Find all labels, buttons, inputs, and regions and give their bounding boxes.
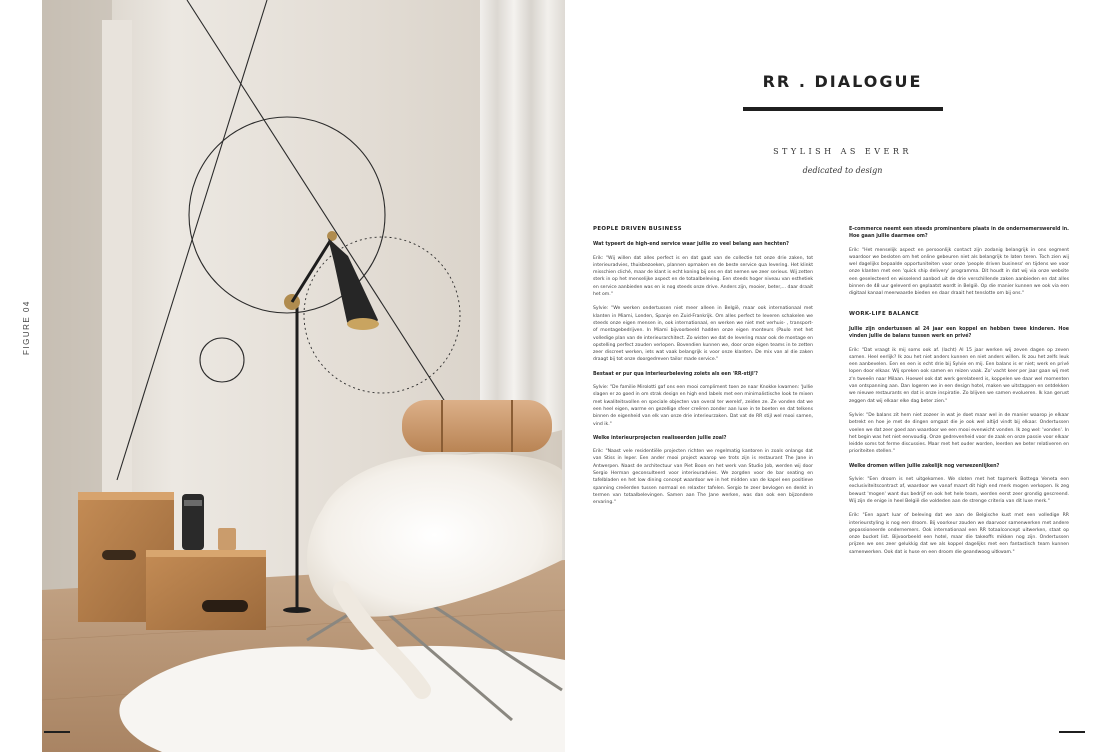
- footer-rule-left: [44, 731, 70, 733]
- interview-question: Welke dromen willen jullie zakelijk nog verwezenlijken?: [849, 463, 1000, 469]
- interview-answer: Sylvie: "De balans zit hem niet zozeer in wat je doet maar wel in de manier waarop je elkaar betrekt en hoe je met de dingen omgaat die je ook wel altijd vindt bij elkaar. Ondertussen voelen we dat zeer goed aan waardoor we een mooi evenwicht vonden. Ik zeg wel: 'vonden'. In het begin was het niet eenvoudig. Onze gedrevenheid voor de zaak en onze passie voor elkaar leidde soms tot ferme discussies. Maar met het ouder worden, leerden we beter relativeren en prioriteiten stellen.": [849, 412, 1069, 455]
- section-heading: PEOPLE DRIVEN BUSINESS: [593, 226, 682, 232]
- interview-answer: Erik: "Het menselijk aspect en persoonlijk contact zijn zodanig belangrijk in ons segment waardoor we besloten om het online gebeuren niet als belangrijk te laten teren. Toch zien wij wel dagelijks bepaalde opportuniteiten voor onze 'people driven business' en tijdens we voor onze klanten met een 'quick ship delivery' programma. Dit houdt in dat wij via onze website een geselecteerd en wisselend aanbod uit de drie verschillende zaken aanbieden en dat alles binnen de 48 uur geleverd en geplaatst wordt in België. Op die manier kunnen we ook via een digitaal kanaal meerwaarde bieden en daar draait het tenslotte om bij ons.": [849, 247, 1069, 297]
- article-header: [565, 72, 1120, 175]
- interview-answer: Erik: "Dat vraagt ik mij soms ook af. (lacht) Al 15 jaar werken wij zeven dagen op zeven samen. Heel eerlijk? Ik zou het niet anders kunnen en niet anders willen. Ik zou het zelfs leuk een aanbevelen. Een en een is echt drie bij Sylvie en mij. Een balans is er niet; werk en privé lopen door elkaar. Wij spreken ook samen en reizen vaak. Zo' vacht keer per jaar gaan wij met z'n tweeën naar Milaan. Hoewel ook dat werk gerelateerd is, koppelen we daar wel momenten van ontspanning aan. Dan logeren we in een design hotel, maken we uitstappen en ontdekken we nieuwe restaurants en dat is onze inspiratie. Zo blijven we samen evolueren. Ik kan gerust zeggen dat wij elkaar elke dag beter zien.": [849, 347, 1069, 404]
- footer-rule-right: [1059, 731, 1085, 733]
- interview-question: Bestaat er pur qua interieurbeleving zoiets als een 'RR-stijl'?: [593, 371, 758, 377]
- interview-answer: Erik: "Een apart luar of beleving dat we aan de Belgische kust met een volledige RR interieurstyling is nog een droom. Bij voorkeur zouden we daarvoor samenwerken met andere gepassioneerde ondernemers. Ook internationaal een RR totaalconcept uitwerken, staat op onze bucket list. Bijvoorbeeld een hotel, maar die takeoffs mikken nog zijn. Ondertussen prijzen we ons zeer gelukkig dat we als koppel dagelijks met een fantastisch team kunnen samenwerken. Ook dat is huse en een droom die geandwoog uitkwam.": [849, 513, 1069, 555]
- article-title: RR . DIALOGUE: [762, 72, 923, 91]
- interview-question: Welke interieurprojecten realiseerden jullie zoal?: [593, 435, 727, 441]
- interview-question: Jullie zijn ondertussen al 24 jaar een koppel en hebben twee kinderen. Hoe vinden jullie de balans tussen werk en privé?: [849, 326, 1069, 340]
- glass: [218, 528, 236, 550]
- interview-answer: Sylvie: "De familie Mirolotti gaf ons een mooi compliment toen ze naar Knokke kwamen: 'Jullie slagen er zo goed in om strak design en high end labels met een minimalistische look te mixen met kwaliteitsvollen en speciale objecten van overal ter wereld', zeiden ze. Ze vonden dat we een heel eigen, warme en gezellige sfeer creëren zonder aan luxe in te boeten en dat telkens binnen de eigenheid van elk van onze drie interieurzaken. Dat vat de RR stijl wel mooi samen, vind ik.": [593, 385, 813, 427]
- text-column-left: [593, 226, 813, 514]
- interview-question: E-commerce neemt een steeds prominentere plaats in de ondernemerswereld in. Hoe gaan jullie daarmee om?: [849, 227, 1069, 240]
- title-rule: [743, 107, 943, 111]
- interview-answer: Erik: "Naast vele residentiële projecten richten we regelmatig kantoren in zoals onlangs dat van Stiss in Ieper. Een ander mooi project waarop we trots zijn is restaurant The Jane in Antwerpen. Naast de architectuur van Piet Boon en het werk van Studio Job, werden wij door Sergio Herman geconsulteerd voor interieuradvies. We zorgden voor de bar seating en tafelbladen en het low dining concept waardoor we in het midden van de kapel een positieve spanning creëerden tussen normaal en relaxter tafelen. Sergio te zeer bevlogen en denkt in termen van totaalbelevingen. Samen aan The Jane werken, was dan ook een bijzondere ervaring.": [593, 449, 813, 506]
- figure-label: FIGURE 04: [22, 300, 31, 355]
- interview-answer: Erik: "Wij willen dat alles perfect is en dat gaat van de collectie tot onze drie zaken, tot interieuradvies, thuisbezoeken, plannen opmaken en de beste service qua levering. Het klinkt misschien cliché, maar de klant is echt koning bij ons en dat nemen we zeer serieus. Wij zetten sterk in op het menselijke aspect en de totaalbeleving. Een steeds hoger niveau van esthetiek en service aanbieden was en is nog steeds onze drive. Anders zijn, mooier, beter,... daar draait het om.": [593, 255, 813, 298]
- interview-question: Wat typeert de high-end service waar jullie zo veel belang aan hechten?: [593, 242, 789, 248]
- right-page: [565, 0, 1120, 752]
- interview-answer: Sylvie: "We werken ondertussen niet meer alleen in België, maar ook internationaal met klanten in Miami, Londen, Spanje en Zuid-Frankrijk. Om alles perfect te leveren schakelen we steeds onze eigen mensen in, ook internationaal, en werken we niet met verhuis- , transport- of montagebedrijven. In Miami bijvoorbeeld hadden onze eigen monteurs (Paulo met het volledige plan van de interieurarchitect. Zo wisten we dat de levering maar ook de montage en opstelling perfect zouden verlopen. Bovendien kunnen we, door onze eigen teams in te zetten zeer discreet werken, iets wat vaak belangrijk is voor onze klanten. De mix van al die zaken draagt bij tot onze doorgedreven tailor made service.": [593, 306, 813, 363]
- interview-answer: Sylvie: "Een droom is net uitgekomen. We sloten met het topmerk Bottega Veneta een exclusiviteitscontract af, waardoor we vanaf maart dit high end merk mogen verkopen. Ik zeg bewust 'mogen' want dus bedrijf en ook het hele team, werden eerst zeer grondig gescreend. Wij zijn de enige in heel België die voldeden aan de strenge criteria van dit luxe merk.": [849, 477, 1069, 504]
- interior-photo: [42, 0, 565, 752]
- article-subtitle: STYLISH AS EVERR: [773, 147, 912, 156]
- section-heading: WORK-LIFE BALANCE: [849, 310, 920, 317]
- interior-illustration: [42, 0, 565, 752]
- article-tagline: dedicated to design: [802, 166, 883, 175]
- text-column-right: [849, 226, 1069, 563]
- leather-pillow: [402, 400, 552, 452]
